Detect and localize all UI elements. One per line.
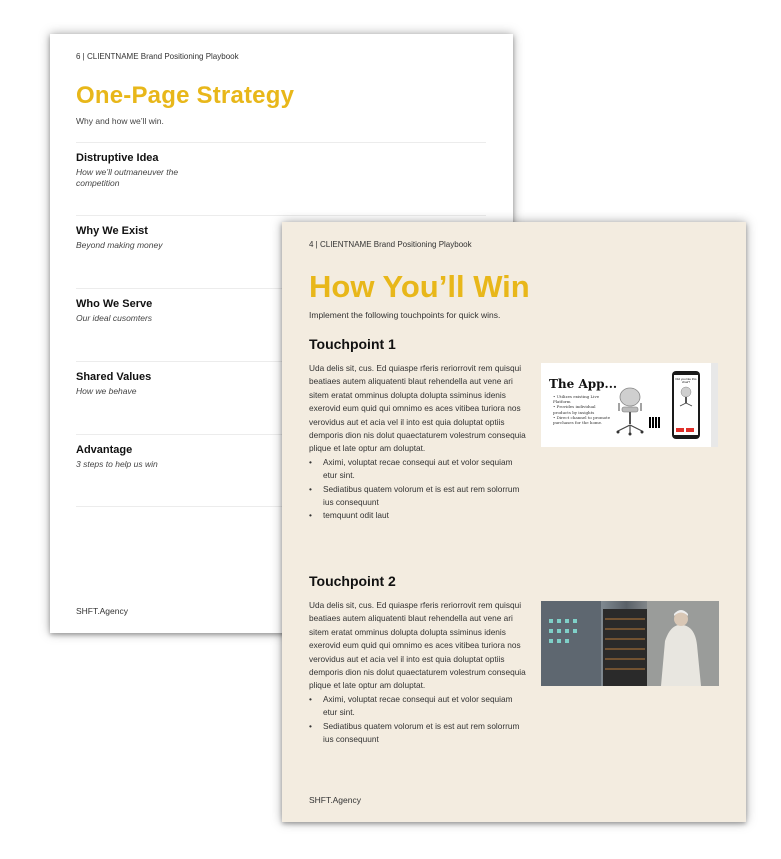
- touchpoint-bullets: [309, 693, 527, 747]
- section-heading: Distruptive Idea: [76, 152, 159, 164]
- page-header: 4 | CLIENTNAME Brand Positioning Playbook: [309, 240, 472, 249]
- office-chair-icon: [613, 387, 647, 443]
- touchpoint-1-heading: Touchpoint 1: [309, 336, 396, 352]
- section-heading: Why We Exist: [76, 225, 148, 237]
- page-subtitle: Why and how we’ll win.: [76, 116, 164, 126]
- app-bullet: • Provides individual products by insights: [553, 404, 613, 414]
- app-mockup-image: [541, 363, 718, 447]
- page-title: How You’ll Win: [309, 269, 530, 304]
- app-image-bullets: [553, 394, 613, 425]
- bullet-item: • temquunt odit laut: [309, 509, 527, 522]
- touchpoint-paragraph: Uda delis sit, cus. Ed quiaspe rferis reriorrovit rem quisqui beatiaes autem aliquatenti blaut rehendella aut vene ari sitem eratat omminus dolupta dolupta ssiminus idenis exerovid eum quid qui omnimo es aces vitibea turiora nos verovidus aut et acia vel il into est quia doluptat optiis demporis dion nis dolut quaectaturem volestrum consequia plique et late optur am doluptat.: [309, 600, 526, 691]
- bullet-item: • Sediatibus quatem volorum et is est aut rem solorrum ius consequunt: [309, 720, 527, 747]
- image-edge: [711, 363, 718, 447]
- section-disruptive-idea: [76, 142, 486, 189]
- touchpoint-bullets: [309, 456, 527, 523]
- office-chair-icon: [674, 385, 698, 411]
- app-bullet: • Direct channel to promote purchases for the home.: [553, 415, 613, 425]
- section-description: 3 steps to help us win: [76, 459, 158, 469]
- section-heading: Who We Serve: [76, 298, 153, 310]
- front-page: [282, 222, 746, 822]
- section-description: How we’ll outmaneuver the competition: [76, 167, 179, 188]
- phone-screen: [674, 375, 698, 435]
- touchpoint-2-body: [309, 599, 527, 746]
- phone-buttons: [676, 419, 696, 424]
- phone-question: Did you like this chair?: [675, 377, 697, 385]
- lab-worker-photo: [541, 601, 719, 686]
- page-subtitle: Implement the following touchpoints for quick wins.: [309, 310, 501, 320]
- section-description: Our ideal cusomters: [76, 313, 153, 323]
- page-header: 6 | CLIENTNAME Brand Positioning Playbook: [76, 52, 239, 61]
- bullet-item: • Aximi, voluptat recae consequi aut et volor sequiam etur sint.: [309, 456, 527, 483]
- bullet-item: • Aximi, voluptat recae consequi aut et volor sequiam etur sint.: [309, 693, 527, 720]
- section-description: How we behave: [76, 386, 137, 396]
- app-image-title: The App...: [549, 377, 618, 391]
- page-footer: SHFT.Agency: [309, 795, 361, 805]
- page-footer: SHFT.Agency: [76, 606, 128, 616]
- touchpoint-1-body: [309, 362, 527, 523]
- section-heading: Advantage: [76, 444, 133, 456]
- section-heading: Shared Values: [76, 371, 152, 383]
- phone-mockup: [672, 371, 700, 439]
- touchpoint-paragraph: Uda delis sit, cus. Ed quiaspe rferis reriorrovit rem quisqui beatiaes autem aliquatenti blaut rehendella aut vene ari sitem eratat omminus dolupta dolupta ssiminus idenis exerovid eum quid qui omnimo es aces vitibea turiora nos verovidus aut et acia vel il into est quia doluptat optiis demporis dion nis dolut quaectaturem volestrum consequia plique et late optur am doluptat.: [309, 363, 526, 454]
- app-bullet: • Utilizes existing Live Platform: [553, 394, 613, 404]
- qr-code-icon: [649, 417, 660, 428]
- section-description: Beyond making money: [76, 240, 163, 250]
- touchpoint-2-heading: Touchpoint 2: [309, 573, 396, 589]
- lab-photo-image: [541, 601, 719, 686]
- page-title: One-Page Strategy: [76, 82, 295, 109]
- bullet-item: • Sediatibus quatem volorum et is est aut rem solorrum ius consequunt: [309, 483, 527, 510]
